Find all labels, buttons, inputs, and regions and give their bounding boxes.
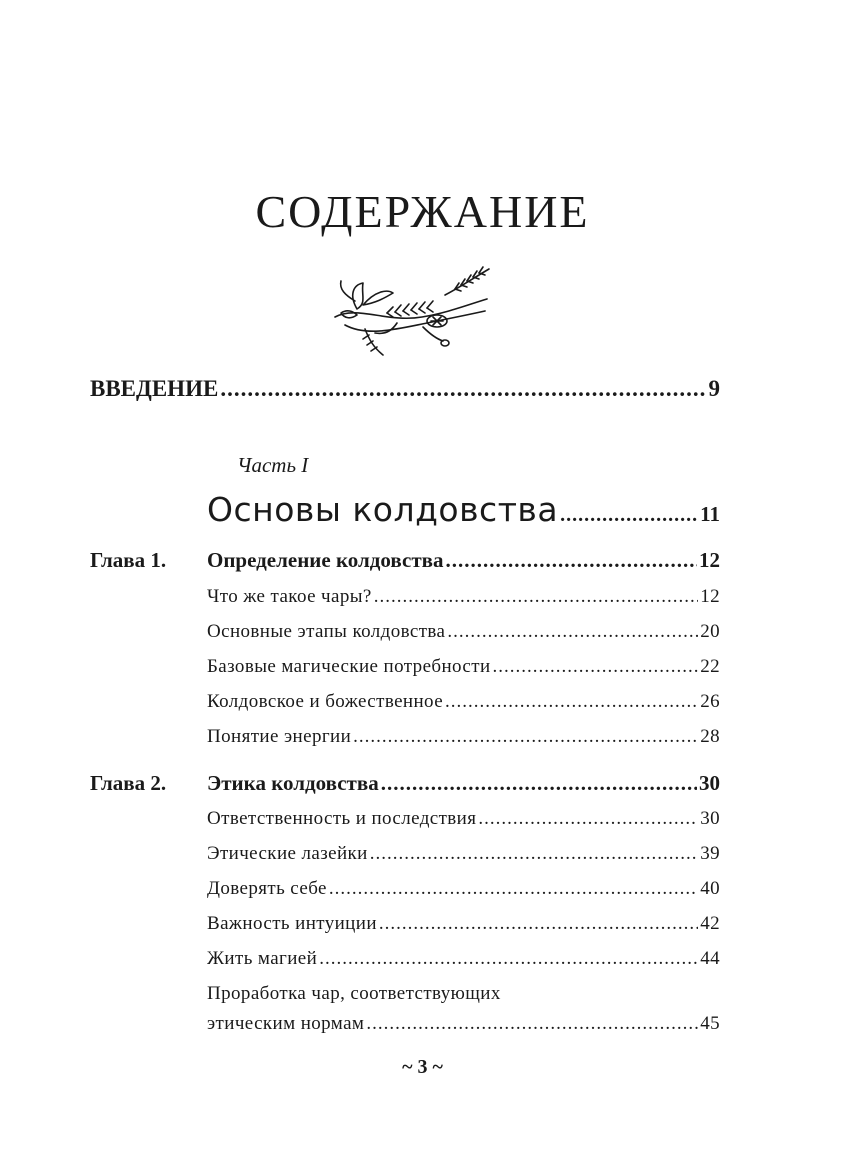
chapter-title: Определение колдовства [207,548,444,572]
toc-entry-section[interactable] [207,621,720,643]
section-title-line-1: Проработка чар, соответствующих [207,983,501,1004]
toc-entry-page: 9 [708,376,720,401]
toc-entry-section[interactable] [207,948,720,970]
section-title: Ответственность и последствия [207,808,477,829]
toc-entry-page: 39 [700,843,720,864]
dot-leader [493,656,699,678]
dot-leader [374,586,698,608]
dot-leader [353,726,698,748]
section-title: Этические лазейки [207,843,368,864]
chapter-number: Глава 2. [90,771,167,795]
toc-entry-page: 26 [700,691,720,712]
toc-entry-page: 42 [700,913,720,934]
section-title: Основные этапы колдовства [207,621,446,642]
toc-entry-chapter-1[interactable] [207,548,720,573]
dot-leader [366,1013,698,1035]
dot-leader [445,548,697,573]
page-number: ~ 3 ~ [402,1056,443,1078]
section-title: Базовые магические потребности [207,656,491,677]
toc-entry-section[interactable] [207,878,720,900]
page-title: СОДЕРЖАНИЕ [255,186,590,237]
toc-entry-section[interactable] [207,586,720,608]
toc-entry-page: 44 [700,948,720,969]
toc-entry-page: 28 [700,726,720,747]
toc-entry-part-1[interactable] [207,490,720,529]
toc-entry-page: 20 [700,621,720,642]
toc-entry-section[interactable] [207,913,720,935]
toc-entry-section[interactable] [207,726,720,748]
dot-leader [560,504,698,527]
toc-entry-label: ВВЕДЕНИЕ [90,376,219,401]
toc-entry-page: 12 [699,548,720,572]
toc-entry-page: 11 [700,502,720,526]
dot-leader [379,913,698,935]
section-title: Что же такое чары? [207,586,372,607]
toc-entry-page: 22 [700,656,720,677]
section-title: Доверять себе [207,878,327,899]
toc-entry-page: 40 [700,878,720,899]
section-title: Понятие энергии [207,726,352,747]
toc-entry-page: 30 [700,808,720,829]
section-title-line-2: этическим нормам [207,1013,365,1034]
section-title: Важность интуиции [207,913,377,934]
dot-leader [220,376,706,402]
toc-entry-section[interactable] [207,1013,720,1035]
wheat-sprig-ornament-icon [327,265,497,365]
toc-entry-page: 45 [700,1013,720,1034]
toc-entry-page: 12 [700,586,720,607]
dot-leader [319,948,698,970]
toc-entry-chapter-2[interactable] [207,771,720,796]
toc-entry-introduction[interactable] [90,376,720,402]
toc-entry-section[interactable] [207,808,720,830]
dot-leader [381,771,697,796]
toc-entry-section[interactable] [207,843,720,865]
chapter-title: Этика колдовства [207,771,379,795]
toc-entry-page: 30 [699,771,720,795]
section-title: Колдовское и божественное [207,691,444,712]
part-label: Часть I [237,453,309,477]
dot-leader [329,878,698,900]
toc-entry-section[interactable] [207,656,720,678]
toc-entry-section[interactable] [207,691,720,713]
section-title: Жить магией [207,948,318,969]
dot-leader [445,691,698,713]
chapter-number: Глава 1. [90,548,167,572]
part-title: Основы колдовства [207,490,559,529]
dot-leader [370,843,698,865]
dot-leader [478,808,698,830]
dot-leader [447,621,698,643]
